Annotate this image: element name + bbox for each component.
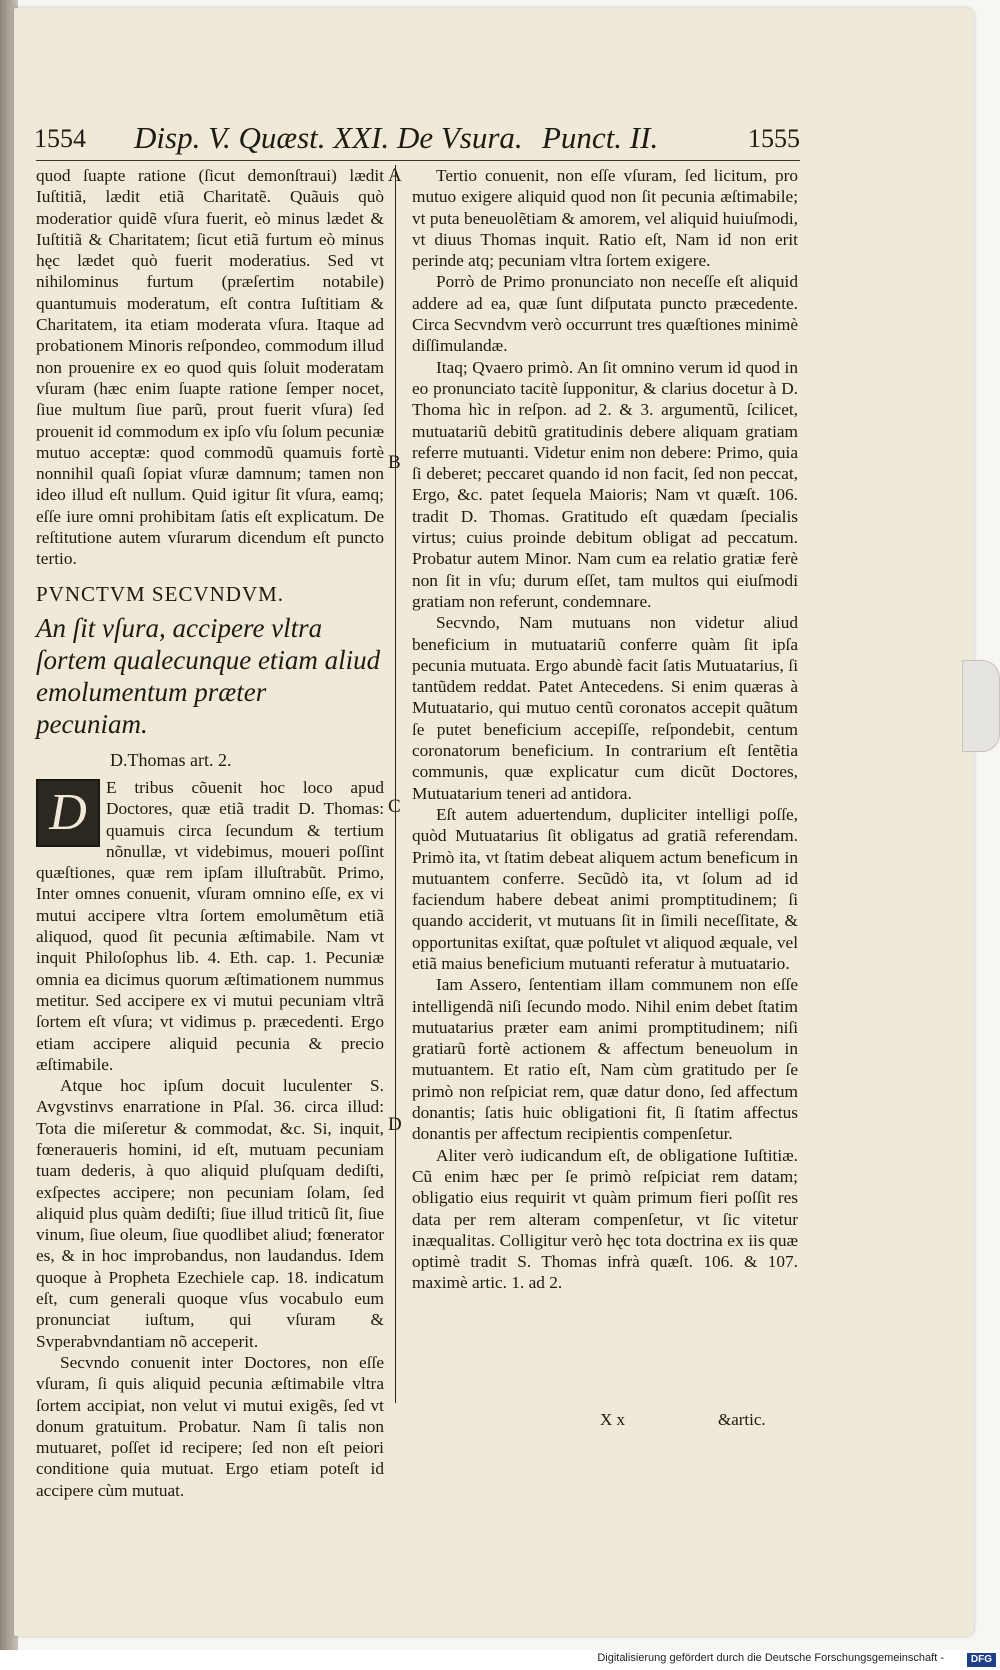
margin-marker-b: B [388, 452, 401, 473]
left-paragraph-1: quod ſuapte ratione (ſicut demonſtraui) lædit Iuſtitiã, lædit etiã Charitatẽ. Quãuis quò moderatior quidẽ vſura fuerit, eò minus lædet & Iuſtitiã & Charitatem; ſicut etiã furtum eò minus hęc lædet quò fuerit moderatius. Sed vt nihilominus furtum (præſertim notabile) quantumuis moderatum, eſt contra Iuſtitiam & Charitatem, ita etiam moderata vſura. Itaque ad probationem Minoris reſpondeo, commodum illud non prouenire ex eo quod quis ſoluit moderatam vſuram (hæc enim ſuapte ratione ſemper nocet, ſiue multum ſiue parũ, prout fuerit vſura) ſed prouenit id commodum ex ipſo vſu ſolum pecuniæ mutuo acceptæ: quod commodũ quamuis fortè nonnihil quaſi ſopiat vſuræ damnum; tamen non ideo illud eſt nullum. Quid igitur ſit vſura, eamq; eſſe iure omni prohibitam ſatis eſt explicatum. De reſtitutione autem vſurarum dicendum eſt puncto tertio. [36, 166, 384, 569]
article-reference: D.Thomas art. 2. [110, 749, 232, 770]
right-column [412, 165, 798, 1294]
margin-marker-c: C [388, 796, 401, 817]
page-edge-tab [962, 660, 1000, 752]
punctum-label: Punct. II. [542, 120, 659, 155]
right-paragraph-3: Itaq; Qvaero primò. An ſit omnino verum id quod in eo pronunciato tacitè ſupponitur, & clarius docetur à D. Thoma hìc in reſpon. ad 2. & 3. argumentũ, ſcilicet, mutuatariũ debitũ gratitudinis debere aliquam gratiam referre mutuanti. Videtur enim non debere: Primo, quia ſi deberet; peccaret quando id non facit, ſed non peccat, Ergo, &c. patet ſequela Maioris; Nam vt quæſt. 106. tradit D. Thomas. Gratitudo eſt quædam ſpecialis virtus; cuius proinde debitum obligat ad peccatum. Probatur autem Minor. Nam cum ea relatio gratiæ ferè non ſit in vſu; durum eſſet, tam multos qui eiuſmodi gratiam non referunt, condemnare. [412, 357, 798, 611]
left-column [36, 165, 384, 1501]
section-title: PVNCTVM SECVNDVM. [36, 581, 285, 606]
running-title: Disp. V. Quæst. XXI. De Vsura. [134, 120, 523, 155]
right-paragraph-4: Secvndo, Nam mutuans non videtur aliud beneficium in mutuatariũ conferre quàm ſit ipſa pecunia mutuata. Ergo abundè facit ſatis Mutuatarius, ſi tantũdem reddat. Patet Antecedens. Si enim quæras à Mutuatario, qui mutuo centũ coronatos accepit quãtum ſe putet beneficium accepiſſe, reſpondebit, centum coronatorum beneficium. In contrarium eſt ſentẽtia communis, quæ explicatur cum dicũt Doctores, Mutuatarium teneri ad antidora. [412, 613, 798, 803]
right-paragraph-6: Iam Assero, ſententiam illam communem non eſſe intelligendã niſi ſecundo modo. Nihil enim debet ſtatim mutuatarius præter eam animi promptitudinem; niſi gratiarũ fortè actionem & affectum beneuolum in mutuantem. Et ratio eſt, Nam cùm gratitudo per ſe primò non reſpiciat rem, quæ datur dono, ſed affectum donantis; ſatis huic obligationi fit, ſi ſtatim affectus donantis per affectum recipientis compenſetur. [412, 975, 798, 1144]
left-paragraph-3: Atque hoc ipſum docuit luculenter S. Avgvstinvs enarratione in Pſal. 36. circa illud: Tota die miſeretur & commodat, &c. Si, inquit, fœneraueris homini, id eſt, mutuam pecuniam tuam dederis, à quo aliquid pluſquam dediſti, exſpectes accipere; non pecuniam ſolam, ſed aliquid plus quàm dediſti; ſiue illud triticũ ſit, ſiue vinum, ſiue oleum, ſiue quodlibet aliud; fœnerator es, & in hoc improbandus, non laudandus. Idem quoque à Propheta Ezechiele cap. 18. indicatum eſt, cum generali quoque vſus vocabulo eum pronunciat iuſtum, qui vſuram & Svperabvndantiam nõ acceperit. [36, 1076, 384, 1351]
right-paragraph-7: Aliter verò iudicandum eſt, de obligatione Iuſtitiæ. Cũ enim hæc per ſe primò reſpiciat rem datam; obligatio eius requirit vt quàm primum fieri poſſit res data per rem alteram compenſetur, vt ſic vitetur inæqualitas. Colligitur verò hęc tota doctrina ex iis quæ optimè tradit S. Thomas infrà quæſt. 106. & 107. maximè artic. 1. ad 2. [412, 1145, 798, 1293]
footer-bar [0, 1650, 1000, 1670]
running-header [34, 120, 800, 160]
margin-marker-d: D [388, 1114, 402, 1135]
right-paragraph-2: Porrò de Primo pronunciato non neceſſe eſt aliquid addere ad ea, quæ ſunt diſputata puncto præcedente. Circa Secvndvm verò occurrunt tres quæſtiones minimè diſſimulandæ. [412, 272, 798, 356]
right-paragraph-1: Tertio conuenit, non eſſe vſuram, ſed licitum, pro mutuo exigere aliquid quod non ſit pecunia æſtimabile; vt puta beneuolẽtiam & amorem, vel aliquid huiuſmodi, vt diuus Thomas inquit. Ratio eſt, Nam id non erit perinde atq; pecuniam vltra ſortem exigere. [412, 166, 798, 271]
left-paragraph-2: E tribus cõuenit hoc loco apud Doctores, quæ etiã tradit D. Thomas: quamuis circa ſecundum & tertium nõnullæ, vt videbimus, moueri poſſint quæſtiones, quæ rem ipſam illuſtrabũt. Primo, Inter omnes conuenit, vſuram omnino eſſe, ex vi mutui accipere vltra ſortem emolumẽtum etiã aliquod, quod ſit pecunia æſtimabile. Nam vt inquit Philoſophus lib. 4. Eth. cap. 1. Pecuniæ omnia ea dicimus quorum æſtimationem nummus metitur. Sed accipere ex vi mutui pecuniam vltrã ſortem eſt vſura; vt vidimus p. præcedenti. Ergo etiam accipere aliquid pecunia & precio æſtimabile. [36, 777, 384, 1074]
right-page-number: 1555 [748, 124, 800, 153]
left-paragraph-4: Secvndo conuenit inter Doctores, non eſſe vſuram, ſi quis aliquid pecunia æſtimabile vltra ſortem accipiat, non velut vi mutui exigẽs, ſed vt donum gratuitum. Probatur. Nam ſi talis non mutuaret, poſſet id recipere; ſed non eſt peiori conditione quia mutuat. Ergo etiam poteſt id accipere cùm mutuat. [36, 1352, 384, 1500]
left-page-number: 1554 [34, 124, 86, 153]
right-paragraph-5: Eſt autem aduertendum, dupliciter intelligi poſſe, quòd Mutuatarius ſit obligatus ad gratiã referendam. Primò ita, vt ſtatim debeat aliquem actum beneficum in mutuantem conferre. Secũdò ita, vt ſolum ad id faciendum habere debeat animi promptitudinem; ſi quando acciderit, vt mutuans ſit in ſimili neceſſitate, & opportunitas exiſtat, quæ poſtulet vt aliquod æquale, vel etiã maius beneficium mutuanti referatur à mutuatario. [412, 804, 798, 973]
signature-mark: X x [600, 1410, 626, 1429]
drop-cap: D [36, 779, 100, 847]
header-rule [36, 160, 800, 161]
funding-credit: Digitalisierung gefördert durch die Deutsche Forschungsgemeinschaft - [597, 1652, 944, 1664]
column-divider [395, 165, 396, 1403]
section-subtitle: An ſit vſura, accipere vltra ſortem qualecunque etiam aliud emolumentum præter pecuniam. [36, 612, 381, 739]
catchword: &artic. [718, 1410, 766, 1429]
margin-marker-a: A [388, 165, 402, 186]
dfg-logo: DFG [967, 1653, 996, 1667]
